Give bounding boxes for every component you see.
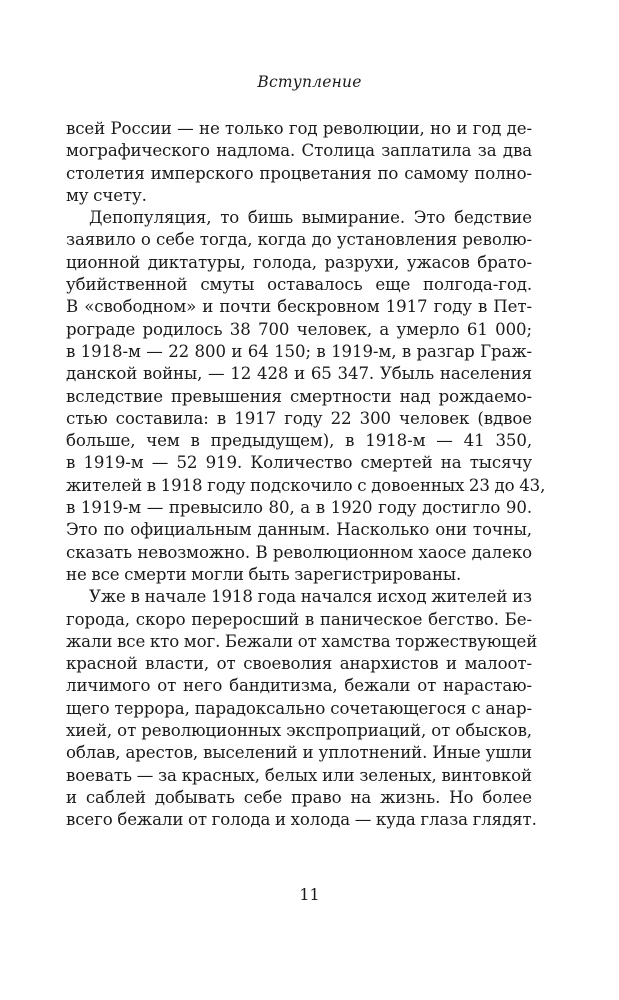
text-line: Депопуляция, то бишь вымирание. Это бедствие [89, 208, 532, 228]
paragraph-1 [66, 118, 532, 207]
text-line: хией, от революционных экспроприаций, от обысков, [66, 721, 532, 741]
text-line: всего бежали от голода и холода — куда глаза глядят. [66, 810, 537, 830]
text-line: мографического надлома. Столица заплатила за два [66, 141, 532, 161]
text-line: ционной диктатуры, голода, разрухи, ужасов брато- [66, 252, 532, 272]
text-line: убийственной смуты оставалось еще полгода-год. [66, 275, 532, 295]
text-line: и саблей добывать себе право на жизнь. Но более [66, 787, 532, 807]
text-line: столетия имперского процветания по самому полно- [66, 163, 532, 183]
text-line: в 1919-м — превысило 80, а в 1920 году достигло 90. [66, 498, 532, 518]
text-line: облав, арестов, выселений и уплотнений. Иные ушли [66, 743, 532, 763]
body-text [66, 118, 546, 832]
text-line: му счету. [66, 185, 147, 205]
text-line: личимого от него бандитизма, бежали от нарастаю- [66, 676, 532, 696]
text-line: жали все кто мог. Бежали от хамства торжествующей [66, 631, 538, 651]
text-line: вследствие превышения смертности над рождаемо- [66, 386, 532, 406]
text-line: щего террора, парадоксально сочетающегося с анар- [66, 698, 532, 718]
text-line: рограде родилось 38 700 человек, а умерло 61 000; [66, 319, 532, 339]
text-line: жителей в 1918 году подскочило с довоенных 23 до 43, [66, 475, 546, 495]
text-line: заявило о себе тогда, когда до установления револю- [66, 230, 532, 250]
text-line: в 1919-м — 52 919. Количество смертей на тысячу [66, 453, 532, 473]
paragraph-2 [66, 207, 546, 586]
text-line: стью составила: в 1917 году 22 300 человек (вдвое [66, 408, 532, 428]
text-line: В «свободном» и почти бескровном 1917 году в Пет- [66, 297, 532, 317]
text-line: данской войны, — 12 428 и 65 347. Убыль населения [66, 364, 532, 384]
text-line: в 1918-м — 22 800 и 64 150; в 1919-м, в разгар Граж- [66, 341, 532, 361]
text-line: красной власти, от своеволия анархистов и малоот- [66, 654, 532, 674]
text-line: больше, чем в предыдущем), в 1918-м — 41 350, [66, 431, 532, 451]
text-line: не все смерти могли быть зарегистрированы. [66, 564, 462, 584]
paragraph-3 [66, 586, 538, 831]
text-line: всей России — не только год революции, но и год де- [66, 119, 532, 138]
text-line: Это по официальным данным. Насколько они точны, [66, 520, 532, 540]
text-line: города, скоро переросший в паническое бегство. Бе- [66, 609, 532, 629]
text-line: воевать — за красных, белых или зеленых, винтовкой [66, 765, 532, 785]
page-number: 11 [299, 885, 320, 904]
text-line: Уже в начале 1918 года начался исход жителей из [89, 587, 532, 607]
running-head: Вступление [257, 73, 362, 91]
text-line: сказать невозможно. В революционном хаосе далеко [66, 542, 532, 562]
